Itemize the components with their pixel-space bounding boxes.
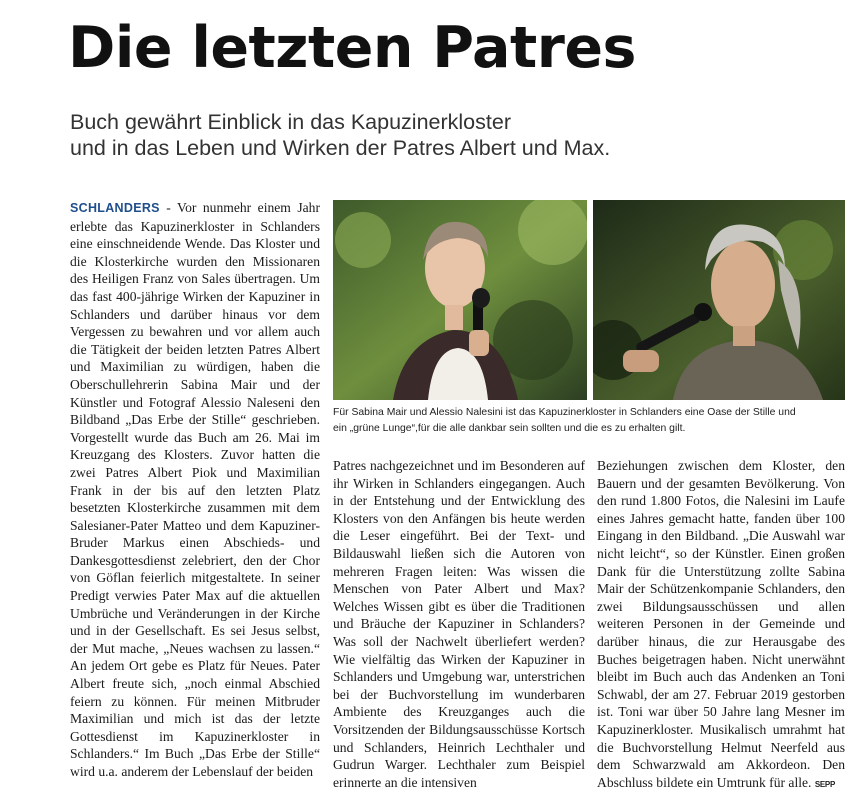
body-text-2: Patres nachgezeichnet und im Besonderen auf ihr Wirken in Schlanders eingegangen. Auch in der Entstehung und der Entwicklung des Klosters von den Anfängen bis heute werden die Leser eingeführt. Bei der Text- und Bildauswahl ließen sich die Autoren von mehreren Fragen leiten: Was wissen die Menschen von Pater Albert und Max? Welches Wissen gibt es über die Traditionen und Bräuche der Kapuziner in Schlanders? Was soll der Nachwelt überliefert werden? Wie vielfältig das Wirken der Kapuziner in Schlanders und Umgebung war, unterstrichen bei der Buchvorstellung im wunderbaren Ambiente des Kreuzganges auch die Vorsitzenden der Bildungsausschüsse Kortsch und Schlanders, Heinrich Lechthaler und Gudrun Warger. Lechthaler zum Beispiel erinnerte an die intensiven — [333, 458, 585, 790]
article-column-2 — [333, 457, 585, 791]
author-signature: SEPP — [814, 779, 835, 789]
article-column-1 — [70, 199, 320, 781]
dateline: SCHLANDERS — [70, 201, 160, 215]
photo-sabina-mair — [333, 200, 587, 400]
photo-caption — [333, 405, 843, 437]
subheadline-line-2: und in das Leben und Wirken der Patres Albert und Max. — [70, 136, 611, 160]
body-text-1: - Vor nunmehr einem Jahr erlebte das Kapuzinerkloster in Schlanders eine einschneidende Wende. Das Kloster und die Klosterkirche wurden den Missionaren des Heiligen Franz von Sales übertragen. Um das fast 400-jährige Wirken der Kapuziner in Schlanders und darüber hinaus vor dem Vergessen zu bewahren und vor allem auch die Tätigkeit der beiden letzten Patres Albert und Maximilian zu würdigen, haben die Oberschullehrerin Sabina Mair und der Künstler und Fotograf Alessio Naleseni den Bildband „Das Erbe der Stille“ geschrieben. Vorgestellt wurde das Buch am 26. Mai im Kreuzgang des Klosters. Zuvor hatten die zwei Patres Albert Piok und Maximilian Frank in der bis auf den letzten Platz besetzten Klosterkirche zusammen mit dem Salesianer-Pater Matteo und dem Kapuziner-Bruder Markus einen Abschieds- und Dankesgottesdienst zelebriert, den der Chor von Göflan feierlich mitgestaltete. In seiner Predigt verwies Pater Max auf die aktuellen Umbrüche und Veränderungen in der Kirche und in der Gesellschaft. Es sei Jesus selbst, der Mut mache, „Neues wachsen zu lassen.“ An jedem Ort gebe es Platz für Neues. Pater Albert freute sich, „noch einmal Abschied feiern zu können. Für meinen Mitbruder Maximilian und mich ist das der letzte Gottesdienst im Kapuzinerkloster in Schlanders.“ Im Buch „Das Erbe der Stille“ wird u.a. anderem der Lebenslauf der beiden — [70, 200, 320, 779]
caption-line-2: ein „grüne Lunge“,für die alle dankbar sein sollten und die es zu erhalten gilt. — [333, 423, 686, 434]
subheadline-line-1: Buch gewährt Einblick in das Kapuzinerkloster — [70, 110, 511, 134]
headline: Die letzten Patres — [68, 15, 636, 81]
subheadline — [70, 109, 610, 161]
caption-line-1: Für Sabina Mair und Alessio Nalesini ist das Kapuzinerkloster in Schlanders eine Oase der Stille und — [333, 407, 796, 418]
article-column-3 — [597, 457, 845, 793]
photo-alessio-nalesini — [593, 200, 845, 400]
body-text-3: Beziehungen zwischen dem Kloster, den Bauern und der gesamten Bevölkerung. Von den rund 1.800 Fotos, die Nalesini im Laufe eines Jahres gemacht hatte, fanden über 100 Eingang in den Bildband. „Die Auswahl war nicht leicht“, so der Künstler. Einen großen Dank für die Unterstützung zollte Sabina Mair der Schützenkompanie Schlanders, den zwei Bildungsausschüssen und allen weiteren Personen in der Gemeinde und darüber hinaus, die zur Herausgabe des Buches beigetragen haben. Nicht unerwähnt bleibt im Buch auch das Andenken an Toni Schwabl, der am 27. Februar 2019 gestorben ist. Toni war über 50 Jahre lang Mesner im Kapuzinerkloster. Musikalisch umrahmt hat die Buchvorstellung Helmut Neerfeld aus dem Schwarzwald am Akkordeon. Den Abschluss bildete ein Umtrunk für alle. — [597, 458, 845, 790]
